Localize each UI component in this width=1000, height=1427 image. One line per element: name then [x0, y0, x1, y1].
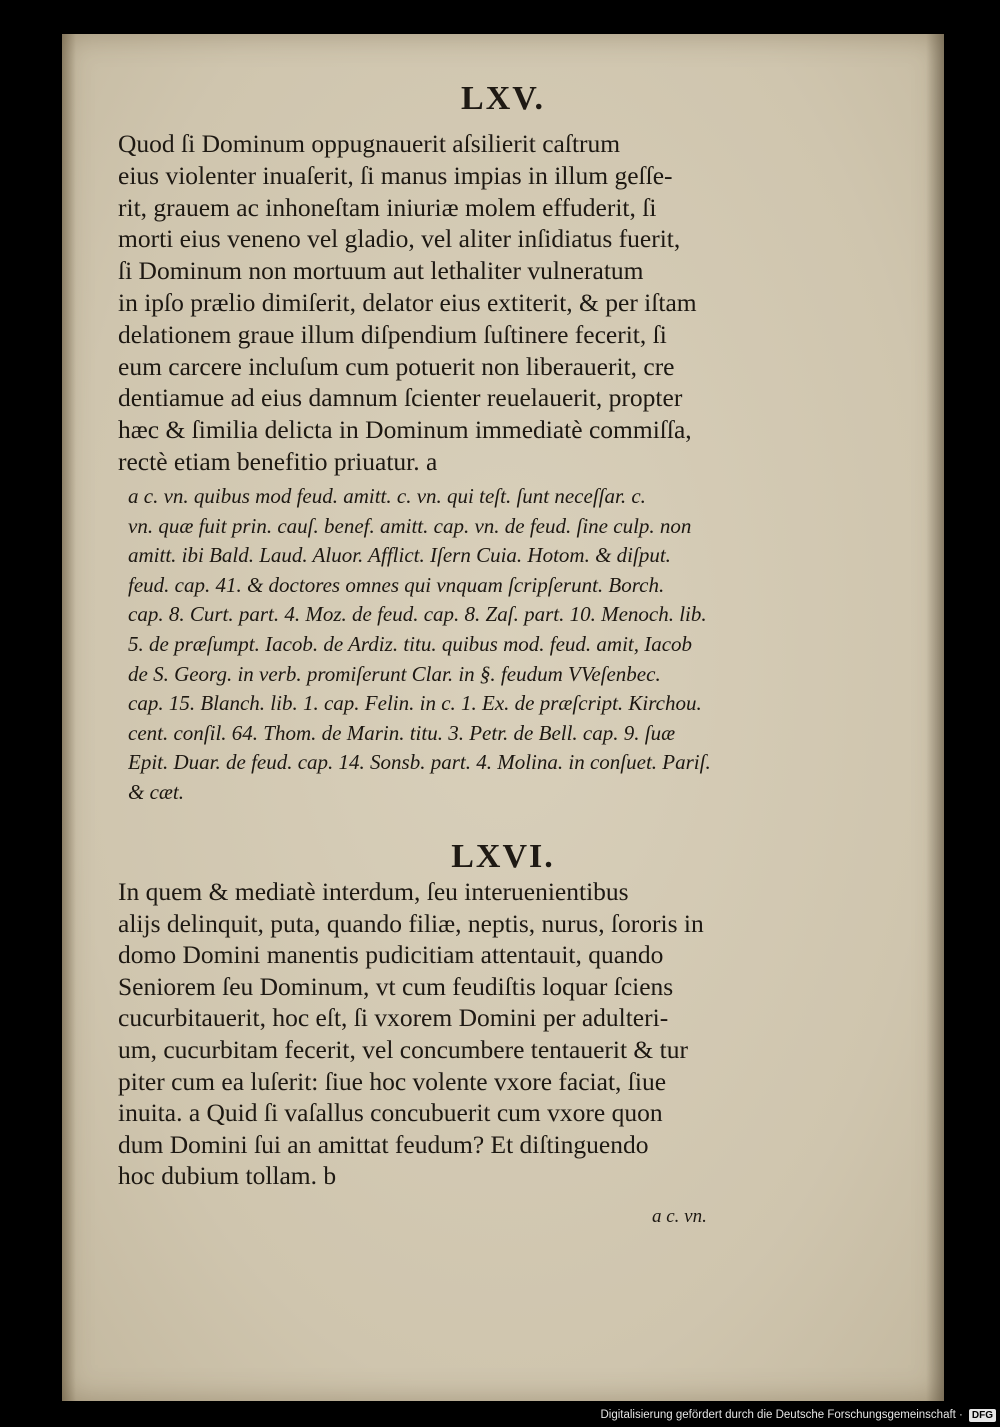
text-line: rit, grauem ac inhoneſtam iniuriæ molem effuderit, ſi — [118, 192, 657, 222]
section-heading-lxv: LXV. — [461, 80, 545, 117]
text-line: dum Domini ſui an amittat feudum? Et diſtinguendo — [118, 1129, 649, 1159]
footnote-line: cap. 15. Blanch. lib. 1. cap. Felin. in c. 1. Ex. de præſcript. Kirchou. — [128, 691, 702, 716]
book-page — [62, 34, 944, 1401]
text-line: dentiamue ad eius damnum ſcienter reuelauerit, propter — [118, 383, 683, 413]
dfg-logo: DFG — [969, 1409, 996, 1422]
footnote-line: a c. vn. quibus mod feud. amitt. c. vn. qui teſt. ſunt neceſſar. c. — [128, 484, 646, 508]
footnote-line: de S. Georg. in verb. promiſerunt Clar. in §. feudum VVeſenbec. — [128, 661, 661, 686]
text-line: eum carcere incluſum cum potuerit non liberauerit, cre — [118, 351, 675, 381]
footnote-line: 5. de præſumpt. Iacob. de Ardiz. titu. quibus mod. feud. amit, Iacob — [128, 631, 693, 656]
text-line: piter cum ea luſerit: ſiue hoc volente vxore faciat, ſiue — [118, 1066, 667, 1096]
text-line: delationem graue illum diſpendium ſuſtinere fecerit, ſi — [118, 319, 667, 349]
text-line: cucurbitauerit, hoc eſt, ſi vxorem Domini per adulteri- — [118, 1003, 669, 1033]
footnote-line: cent. conſil. 64. Thom. de Marin. titu. 3. Petr. de Bell. cap. 9. ſuæ — [128, 720, 676, 745]
footnote-line: cap. 8. Curt. part. 4. Moz. de feud. cap. 8. Zaſ. part. 10. Menoch. lib. — [128, 602, 707, 627]
text-line: domo Domini manentis pudicitiam attentauit, quando — [118, 940, 664, 970]
text-line: in ipſo prælio dimiſerit, delator eius extiterit, & per iſtam — [118, 287, 697, 317]
text-line: Quod ſi Dominum oppugnauerit aſsilierit caſtrum — [118, 129, 621, 158]
section-1-body — [118, 128, 818, 478]
section-heading-lxvi: LXVI. — [451, 838, 555, 875]
footnote-line: feud. cap. 41. & doctores omnes qui vnquam ſcripſerunt. Borch. — [128, 572, 665, 597]
footnote-line: vn. quæ fuit prin. cauſ. benef. amitt. cap. vn. de feud. ſine culp. non — [128, 513, 692, 538]
text-line: inuita. a Quid ſi vaſallus concubuerit cum vxore quon — [118, 1098, 663, 1128]
text-line: rectè etiam benefitio priuatur. a — [118, 446, 438, 476]
section-2-body — [118, 876, 818, 1192]
page-gutter-shadow — [62, 34, 76, 1401]
text-line: morti eius veneno vel gladio, vel aliter inſidiatus fuerit, — [118, 224, 681, 254]
footnote-line: & cæt. — [128, 779, 184, 804]
text-line: hoc dubium tollam. b — [118, 1161, 337, 1191]
text-line: hæc & ſimilia delicta in Dominum immediatè commiſſa, — [118, 415, 692, 445]
section-1-footnote — [128, 482, 818, 808]
text-line: Seniorem ſeu Dominum, vt cum feudiſtis loquar ſciens — [118, 971, 674, 1001]
text-line: In quem & mediatè interdum, ſeu interuenientibus — [118, 877, 629, 906]
credit-text: Digitalisierung gefördert durch die Deutsche Forschungsgemeinschaft · — [600, 1409, 963, 1421]
text-line: um, cucurbitam fecerit, vel concumbere tentauerit & tur — [118, 1034, 688, 1064]
footnote-line: amitt. ibi Bald. Laud. Aluor. Afflict. Iſern Cuia. Hotom. & diſput. — [128, 543, 671, 568]
text-line: alijs delinquit, puta, quando filiæ, neptis, nurus, ſororis in — [118, 908, 704, 938]
catchword: a c. vn. — [652, 1206, 707, 1227]
digitization-credit — [600, 1405, 996, 1425]
text-line: ſi Dominum non mortuum aut lethaliter vulneratum — [118, 256, 644, 286]
footnote-line: Epit. Duar. de feud. cap. 14. Sonsb. part. 4. Molina. in conſuet. Pariſ. — [128, 750, 711, 775]
text-line: eius violenter inuaſerit, ſi manus impias in illum geſſe- — [118, 160, 673, 190]
